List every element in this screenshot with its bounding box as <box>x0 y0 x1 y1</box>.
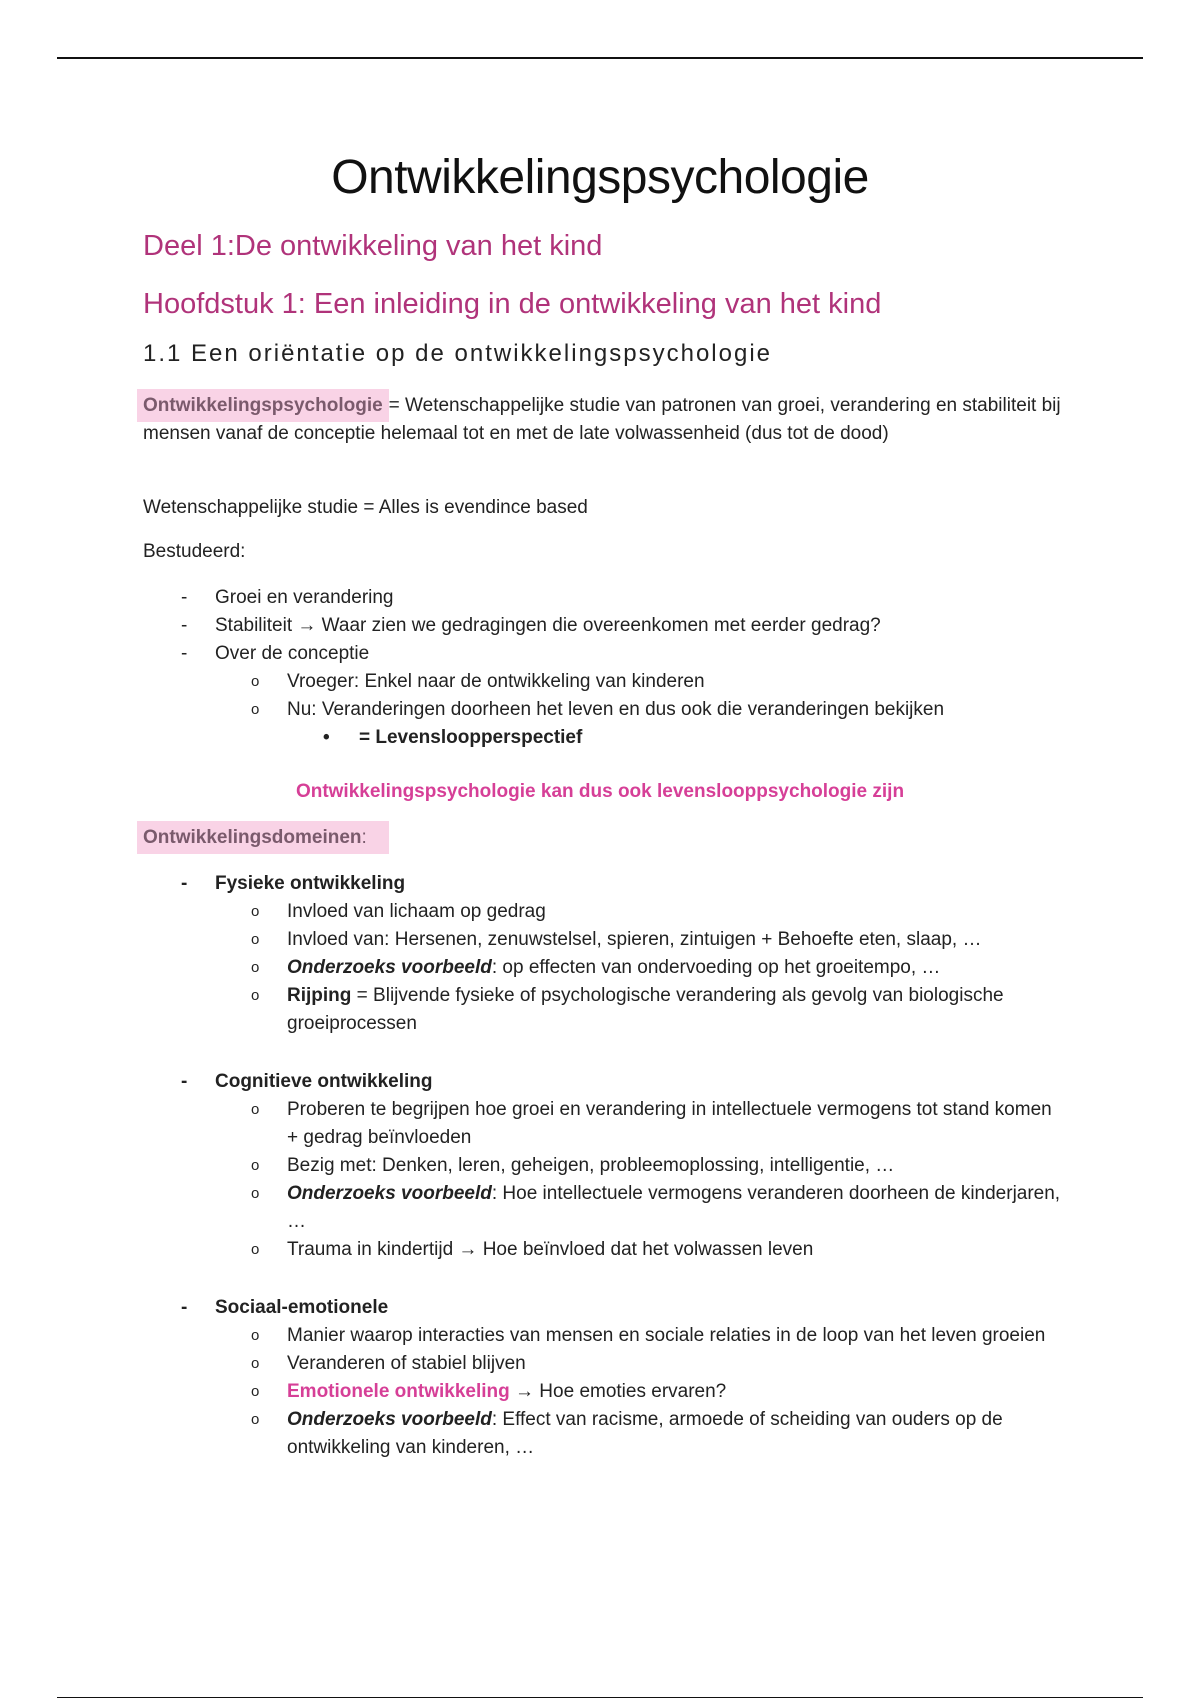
circle-marker: o <box>251 1157 260 1174</box>
list-item: • = Levensloopperspectief <box>143 724 1063 752</box>
list-item: o Veranderen of stabiel blijven <box>143 1350 1063 1378</box>
list-item: o Nu: Veranderingen doorheen het leven en dus ook die veranderingen bekijken <box>143 696 1063 724</box>
conclusion-text: Ontwikkelingspsychologie kan dus ook levenslooppsychologie zijn <box>295 781 905 802</box>
list-item: - Stabiliteit → Waar zien we gedragingen die overeenkomen met eerder gedrag? <box>143 612 1063 640</box>
studied-list <box>143 584 1063 752</box>
definition-term: Ontwikkelingspsychologie <box>137 389 389 422</box>
list-item: o Trauma in kindertijd → Hoe beïnvloed dat het volwassen leven <box>143 1236 1063 1264</box>
dash-marker: - <box>181 587 188 608</box>
part-heading: Deel 1:De ontwikkeling van het kind <box>143 230 603 262</box>
domains-label <box>143 824 389 852</box>
circle-marker: o <box>251 1383 260 1400</box>
circle-marker: o <box>251 1101 260 1118</box>
list-item: o Emotionele ontwikkeling → Hoe emoties ervaren? <box>143 1378 1063 1406</box>
circle-marker: o <box>251 987 260 1004</box>
dash-marker: - <box>181 1071 188 1092</box>
circle-marker: o <box>251 1241 260 1258</box>
domain-heading-cognitief: - Cognitieve ontwikkeling <box>143 1068 1063 1096</box>
circle-marker: o <box>251 959 260 976</box>
definition-paragraph <box>143 392 1063 448</box>
domains-list <box>143 870 1063 1462</box>
circle-marker: o <box>251 673 260 690</box>
list-item: o Proberen te begrijpen hoe groei en verandering in intellectuele vermogens tot stand komen + gedrag beïnvloeden <box>143 1096 1063 1152</box>
circle-marker: o <box>251 931 260 948</box>
section-heading: 1.1 Een oriëntatie op de ontwikkelingspsychologie <box>143 340 773 367</box>
document-title: Ontwikkelingspsychologie <box>331 151 869 204</box>
circle-marker: o <box>251 1411 260 1428</box>
dash-marker: - <box>181 873 188 894</box>
list-item: o Vroeger: Enkel naar de ontwikkeling van kinderen <box>143 668 1063 696</box>
list-item: - Over de conceptie <box>143 640 1063 668</box>
list-item: o Onderzoeks voorbeeld: Effect van racisme, armoede of scheiding van ouders op de ontwikkeling van kinderen, … <box>143 1406 1063 1462</box>
list-item: o Onderzoeks voorbeeld: Hoe intellectuele vermogens veranderen doorheen de kinderjaren, … <box>143 1180 1063 1236</box>
list-item: o Bezig met: Denken, leren, geheigen, probleemoplossing, intelligentie, … <box>143 1152 1063 1180</box>
bottom-rule <box>57 1697 1143 1698</box>
definition-text: = Wetenschappelijke studie van patronen van groei, verandering en stabiliteit bij mensen vanaf de conceptie helemaal tot en met de late volwassenheid (dus tot de dood) <box>143 395 1061 444</box>
circle-marker: o <box>251 701 260 718</box>
science-line: Wetenschappelijke studie = Alles is evendince based <box>143 497 588 518</box>
list-item: o Manier waarop interacties van mensen en sociale relaties in de loop van het leven groeien <box>143 1322 1063 1350</box>
dash-marker: - <box>181 1297 188 1318</box>
circle-marker: o <box>251 903 260 920</box>
list-item: o Invloed van lichaam op gedrag <box>143 898 1063 926</box>
circle-marker: o <box>251 1327 260 1344</box>
studied-label: Bestudeerd: <box>143 541 246 562</box>
bullet-marker: • <box>323 727 330 748</box>
circle-marker: o <box>251 1355 260 1372</box>
list-item: o Onderzoeks voorbeeld: op effecten van ondervoeding op het groeitempo, … <box>143 954 1063 982</box>
chapter-heading: Hoofdstuk 1: Een inleiding in de ontwikkeling van het kind <box>143 288 882 320</box>
domain-heading-sociaal: - Sociaal-emotionele <box>143 1294 1063 1322</box>
list-item: o Invloed van: Hersenen, zenuwstelsel, spieren, zintuigen + Behoefte eten, slaap, … <box>143 926 1063 954</box>
domains-term: Ontwikkelingsdomeinen: <box>137 821 389 854</box>
list-item: - Groei en verandering <box>143 584 1063 612</box>
top-rule <box>57 57 1143 59</box>
dash-marker: - <box>181 615 188 636</box>
dash-marker: - <box>181 643 188 664</box>
list-item: o Rijping = Blijvende fysieke of psychologische verandering als gevolg van biologische groeiprocessen <box>143 982 1063 1038</box>
circle-marker: o <box>251 1185 260 1202</box>
domain-heading-fysiek: - Fysieke ontwikkeling <box>143 870 1063 898</box>
